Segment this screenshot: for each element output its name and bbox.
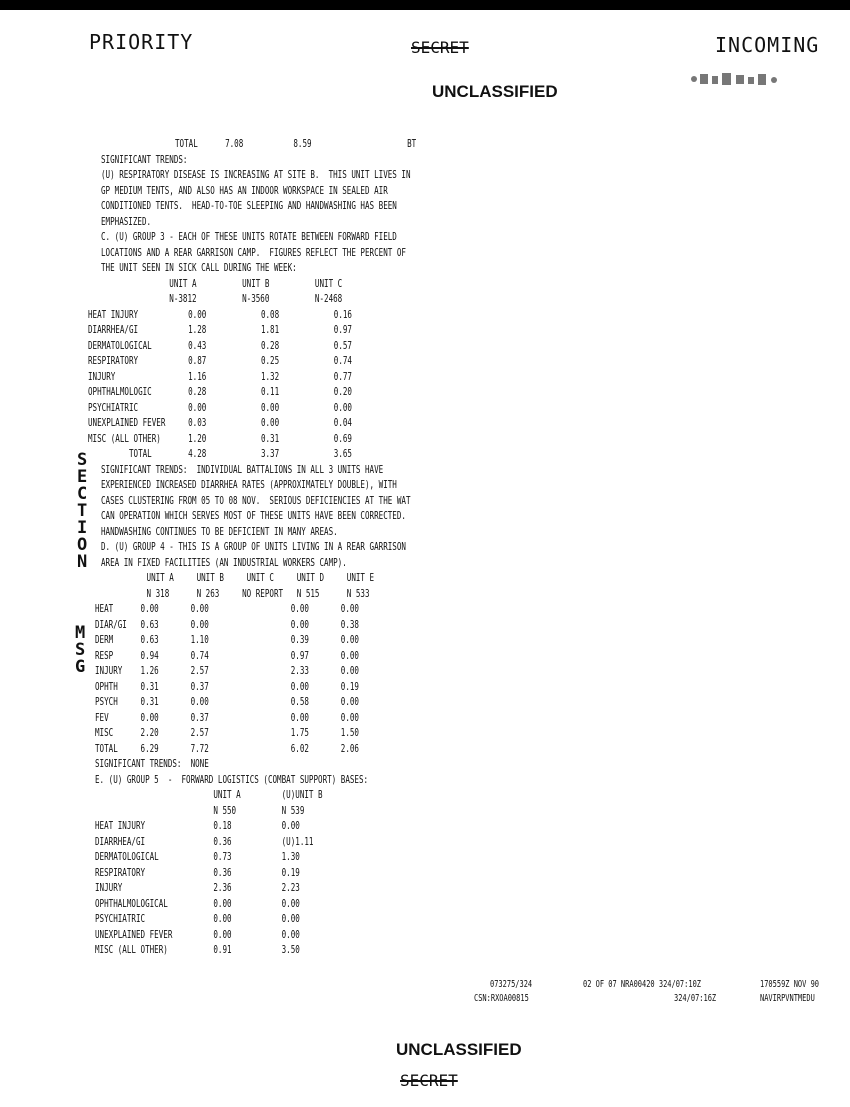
message-line: HEAT 0.00 0.00 0.00 0.00 bbox=[95, 603, 359, 615]
section-side-label bbox=[77, 452, 87, 571]
message-line: OPHTHALMOLOGIC 0.28 0.11 0.20 bbox=[88, 386, 352, 398]
footer-originator: NAVIRPVNTMEDU bbox=[760, 993, 815, 1004]
side-letter: S bbox=[75, 640, 86, 660]
message-line: INJURY 2.36 2.23 bbox=[95, 882, 300, 894]
classification-secret-top: SECRET bbox=[411, 38, 469, 57]
footer-page-info: 02 OF 07 NRA00420 324/07:10Z bbox=[583, 979, 702, 990]
footer-csn: CSN:RXOA00815 bbox=[474, 993, 529, 1004]
message-line: DERM 0.63 1.10 0.39 0.00 bbox=[95, 634, 359, 646]
side-letter: C bbox=[77, 484, 88, 504]
message-line: TOTAL 6.29 7.72 6.02 2.06 bbox=[95, 742, 359, 755]
message-line: DIAR/GI 0.63 0.00 0.00 0.38 bbox=[95, 618, 359, 631]
message-line: GP MEDIUM TENTS, AND ALSO HAS AN INDOOR WORKSPACE IN SEALED AIR bbox=[101, 184, 388, 197]
message-line: INJURY 1.26 2.57 2.33 0.00 bbox=[95, 665, 359, 677]
side-letter: S bbox=[77, 450, 88, 470]
message-line: MISC (ALL OTHER) 0.91 3.50 bbox=[95, 944, 300, 956]
footer-dtg: 073275/324 bbox=[490, 979, 533, 990]
message-line: DERMATOLOGICAL 0.73 1.30 bbox=[95, 851, 300, 863]
message-line: CONDITIONED TENTS. HEAD-TO-TOE SLEEPING AND HANDWASHING HAS BEEN bbox=[101, 200, 397, 212]
message-line: UNEXPLAINED FEVER 0.03 0.00 0.04 bbox=[88, 417, 352, 429]
message-line: EXPERIENCED INCREASED DIARRHEA RATES (APPROXIMATELY DOUBLE), WITH bbox=[101, 479, 397, 491]
message-line: N 318 N 263 NO REPORT N 515 N 533 bbox=[101, 587, 370, 600]
message-line: TOTAL 7.08 8.59 BT bbox=[175, 138, 417, 150]
message-line: SIGNIFICANT TRENDS: bbox=[101, 153, 188, 166]
message-line: (U) RESPIRATORY DISEASE IS INCREASING AT SITE B. THIS UNIT LIVES IN bbox=[101, 169, 411, 181]
message-line: TOTAL 4.28 3.37 3.65 bbox=[88, 448, 352, 460]
message-line: SIGNIFICANT TRENDS: NONE bbox=[95, 758, 209, 770]
message-line: RESPIRATORY 0.87 0.25 0.74 bbox=[88, 355, 352, 367]
top-border-bar bbox=[0, 0, 850, 10]
footer-time: 324/07:16Z bbox=[674, 993, 717, 1004]
message-line: FEV 0.00 0.37 0.00 0.00 bbox=[95, 711, 359, 724]
message-line: MISC (ALL OTHER) 1.20 0.31 0.69 bbox=[88, 432, 352, 445]
message-line: DIARRHEA/GI 0.36 (U)1.11 bbox=[95, 835, 314, 848]
message-line: HEAT INJURY 0.18 0.00 bbox=[95, 820, 300, 832]
side-letter: T bbox=[77, 501, 88, 521]
message-line: N 550 N 539 bbox=[95, 804, 305, 817]
message-line: AREA IN FIXED FACILITIES (AN INDUSTRIAL WORKERS CAMP). bbox=[101, 556, 347, 569]
unclassified-top: UNCLASSIFIED bbox=[432, 82, 558, 101]
side-letter: O bbox=[77, 535, 88, 555]
message-line: RESP 0.94 0.74 0.97 0.00 bbox=[95, 649, 359, 662]
message-line: PSYCH 0.31 0.00 0.58 0.00 bbox=[95, 696, 359, 708]
message-line: RESPIRATORY 0.36 0.19 bbox=[95, 866, 300, 879]
footer-date-time-group: 170559Z NOV 90 bbox=[760, 979, 820, 990]
message-line: MISC 2.20 2.57 1.75 1.50 bbox=[95, 727, 359, 739]
incoming-label: INCOMING bbox=[715, 33, 820, 57]
side-letter: I bbox=[77, 518, 88, 538]
message-line: HEAT INJURY 0.00 0.08 0.16 bbox=[88, 308, 352, 321]
side-letter: N bbox=[77, 552, 88, 572]
side-letter: E bbox=[77, 467, 88, 487]
message-line: N-3812 N-3560 N-2468 bbox=[101, 293, 343, 305]
message-line: DIARRHEA/GI 1.28 1.81 0.97 bbox=[88, 324, 352, 336]
classification-secret-bottom: SECRET bbox=[400, 1071, 458, 1090]
msg-side-label bbox=[75, 625, 85, 676]
message-line: LOCATIONS AND A REAR GARRISON CAMP. FIGURES REFLECT THE PERCENT OF bbox=[101, 246, 406, 259]
message-line: UNIT A (U)UNIT B bbox=[95, 789, 323, 801]
message-line: CAN OPERATION WHICH SERVES MOST OF THESE UNITS HAVE BEEN CORRECTED. bbox=[101, 510, 406, 522]
message-line: PSYCHIATRIC 0.00 0.00 bbox=[95, 913, 300, 925]
message-line: UNIT A UNIT B UNIT C bbox=[101, 277, 343, 290]
side-letter: G bbox=[75, 657, 86, 677]
document-number-stamp bbox=[688, 68, 788, 90]
message-line: UNIT A UNIT B UNIT C UNIT D UNIT E bbox=[101, 572, 375, 584]
message-line: E. (U) GROUP 5 - FORWARD LOGISTICS (COMBAT SUPPORT) BASES: bbox=[95, 773, 369, 786]
message-line: INJURY 1.16 1.32 0.77 bbox=[88, 370, 352, 383]
side-letter: M bbox=[75, 623, 86, 643]
message-line: C. (U) GROUP 3 - EACH OF THESE UNITS ROTATE BETWEEN FORWARD FIELD bbox=[101, 231, 397, 243]
message-line: CASES CLUSTERING FROM 05 TO 08 NOV. SERIOUS DEFICIENCIES AT THE WAT bbox=[101, 494, 411, 507]
message-line: PSYCHIATRIC 0.00 0.00 0.00 bbox=[88, 401, 352, 414]
unclassified-bottom: UNCLASSIFIED bbox=[396, 1040, 522, 1059]
message-line: UNEXPLAINED FEVER 0.00 0.00 bbox=[95, 928, 300, 941]
message-line: OPHTH 0.31 0.37 0.00 0.19 bbox=[95, 680, 359, 693]
message-line: HANDWASHING CONTINUES TO BE DEFICIENT IN MANY AREAS. bbox=[101, 525, 338, 538]
precedence-label: PRIORITY bbox=[89, 30, 194, 54]
message-line: DERMATOLOGICAL 0.43 0.28 0.57 bbox=[88, 339, 352, 352]
message-line: EMPHASIZED. bbox=[101, 215, 152, 228]
message-line: THE UNIT SEEN IN SICK CALL DURING THE WEEK: bbox=[101, 262, 297, 274]
message-line: SIGNIFICANT TRENDS: INDIVIDUAL BATTALIONS IN ALL 3 UNITS HAVE bbox=[101, 463, 384, 476]
message-line: OPHTHALMOLOGICAL 0.00 0.00 bbox=[95, 897, 300, 910]
message-line: D. (U) GROUP 4 - THIS IS A GROUP OF UNITS LIVING IN A REAR GARRISON bbox=[101, 541, 406, 553]
